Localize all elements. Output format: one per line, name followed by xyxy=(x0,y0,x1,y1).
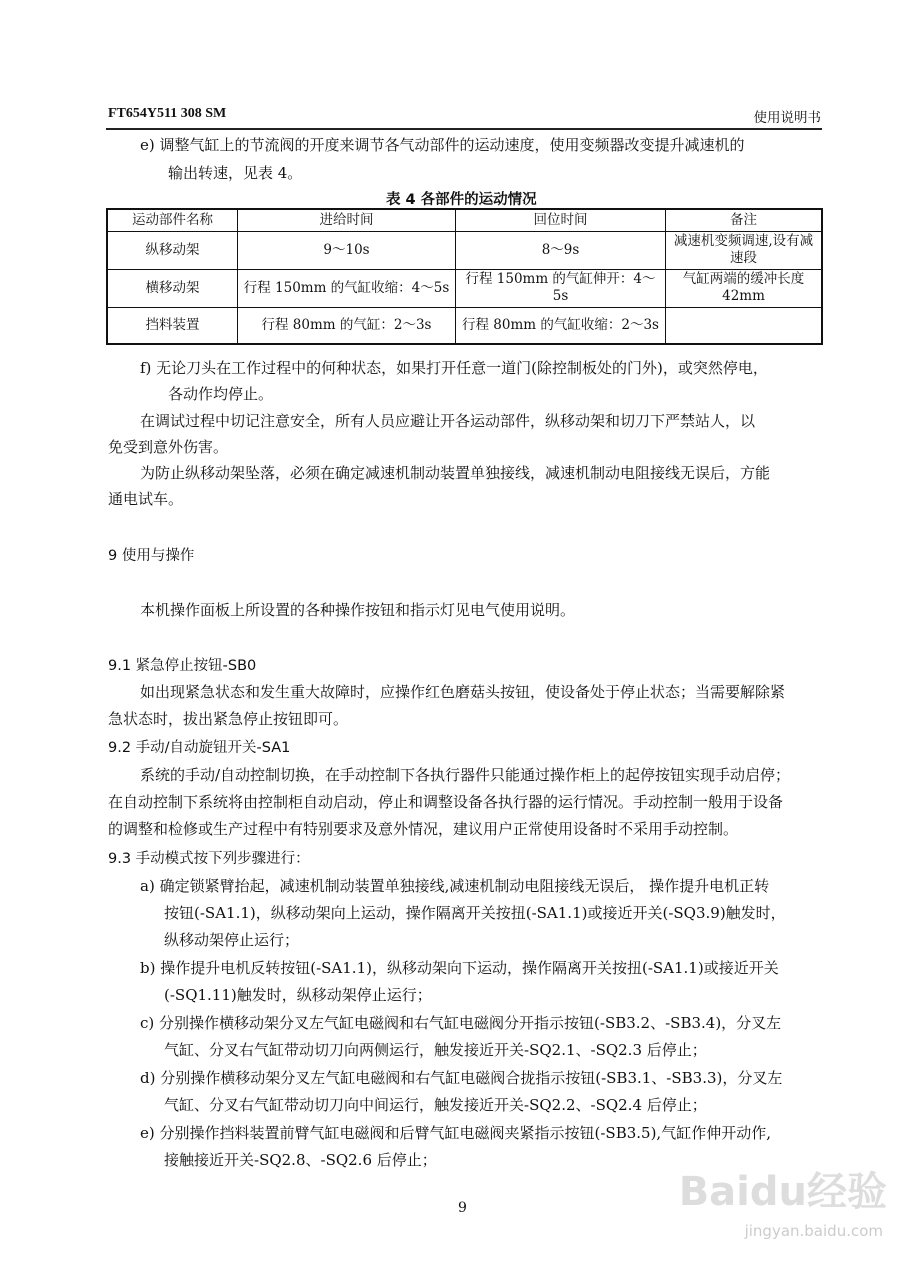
table-cell: 横移动架 xyxy=(107,269,238,307)
item-f-line: f) 无论刀头在工作过程中的何种状态，如果打开任意一道门(除控制板处的门外)，或突然停电， xyxy=(140,359,768,377)
table-title: 表 4 各部件的运动情况 xyxy=(386,192,537,208)
step-e-line: e) 分别操作挡料装置前臂气缸电磁阀和后臂气缸电磁阀夹紧指示按钮(-SB3.5),气缸作伸开动作, xyxy=(140,1124,771,1142)
section-9-intro: 本机操作面板上所设置的各种操作按钮和指示灯见电气使用说明。 xyxy=(140,601,576,619)
paragraph-line: 系统的手动/自动控制切换，在手动控制下各执行器件只能通过操作柜上的起停按钮实现手动启停； xyxy=(140,766,791,784)
baidu-watermark-url: jingyan.baidu.com xyxy=(744,1222,883,1240)
header-rule xyxy=(106,128,822,130)
table-header-row xyxy=(107,209,822,231)
table-cell: 气缸两端的缓冲长度 42mm xyxy=(666,269,823,307)
table-cell: 9～10s xyxy=(238,231,456,269)
table-row xyxy=(107,231,822,269)
page-number: 9 xyxy=(458,1200,467,1216)
step-d-line: 气缸、分叉右气缸带动切刀向中间运行，触发接近开关-SQ2.2、-SQ2.4 后停止； xyxy=(164,1096,707,1114)
table-cell: 纵移动架 xyxy=(107,231,238,269)
section-9-title: 9 使用与操作 xyxy=(108,548,195,564)
section-9-3-title: 9.3 手动模式按下列步骤进行： xyxy=(108,851,310,867)
doc-code: FT654Y511 308 SM xyxy=(108,106,227,121)
paragraph-line: 急状态时，拔出紧急停止按钮即可。 xyxy=(108,710,349,728)
paragraph-line: 如出现紧急状态和发生重大故障时，应操作红色磨菇头按钮，使设备处于停止状态；当需要解除紧 xyxy=(140,683,786,701)
item-e-line: 输出转速，见表 4。 xyxy=(168,164,303,182)
table-cell: 减速机变频调速,设有减速段 xyxy=(666,231,823,269)
step-d-line: d) 分别操作横移动架分叉左气缸电磁阀和右气缸电磁阀合拢指示按钮(-SB3.1、-SB3.3)，分叉左 xyxy=(140,1069,783,1087)
section-9-2-title: 9.2 手动/自动旋钮开关-SA1 xyxy=(108,740,291,756)
section-9-1-title: 9.1 紧急停止按钮-SB0 xyxy=(108,658,257,674)
paragraph-line: 为防止纵移动架坠落，必须在确定减速机制动装置单独接线，减速机制动电阻接线无误后，方能 xyxy=(140,464,771,482)
table-row xyxy=(107,307,822,344)
step-b-line: (-SQ1.11)触发时，纵移动架停止运行； xyxy=(164,986,432,1004)
table-cell xyxy=(666,307,823,344)
step-e-line: 接触接近开关-SQ2.8、-SQ2.6 后停止； xyxy=(164,1151,437,1169)
baidu-watermark-logo: Baidu经验 xyxy=(678,1169,887,1215)
step-c-line: 气缸、分叉右气缸带动切刀向两侧运行，触发接近开关-SQ2.1、-SQ2.3 后停止； xyxy=(164,1041,707,1059)
motion-table xyxy=(106,208,823,345)
item-f-line: 各动作均停止。 xyxy=(168,385,274,403)
table-header: 备注 xyxy=(666,209,823,231)
table-cell: 8～9s xyxy=(456,231,666,269)
step-c-line: c) 分别操作横移动架分叉左气缸电磁阀和右气缸电磁阀分开指示按钮(-SB3.2、-SB3.4)，分叉左 xyxy=(140,1014,782,1032)
step-a-line: a) 确定锁紧臂抬起，减速机制动装置单独接线,减速机制动电阻接线无误后， 操作提升电机正转 xyxy=(140,877,770,895)
table-cell: 行程 80mm 的气缸收缩：2～3s xyxy=(456,307,666,344)
paragraph-line: 在自动控制下系统将由控制柜自动启动，停止和调整设备各执行器的运行情况。手动控制一般用于设备 xyxy=(108,793,784,811)
paragraph-line: 通电试车。 xyxy=(108,490,184,508)
table-header: 回位时间 xyxy=(456,209,666,231)
paragraph-line: 的调整和检修或生产过程中有特别要求及意外情况，建议用户正常使用设备时不采用手动控制。 xyxy=(108,820,739,838)
step-b-line: b) 操作提升电机反转按钮(-SA1.1)，纵移动架向下运动，操作隔离开关按扭(-SA1.1)或接近开关 xyxy=(140,959,779,977)
table-cell: 行程 150mm 的气缸收缩：4～5s xyxy=(238,269,456,307)
table-cell: 行程 150mm 的气缸伸开：4～5s xyxy=(456,269,666,307)
table-row xyxy=(107,269,822,307)
paragraph-line: 在调试过程中切记注意安全，所有人员应避让开各运动部件，纵移动架和切刀下严禁站人，以 xyxy=(140,412,756,430)
table-cell: 行程 80mm 的气缸：2～3s xyxy=(238,307,456,344)
step-a-line: 纵移动架停止运行； xyxy=(164,931,300,949)
table-header: 运动部件名称 xyxy=(107,209,238,231)
paragraph-line: 免受到意外伤害。 xyxy=(108,438,229,456)
table-cell: 挡料装置 xyxy=(107,307,238,344)
step-a-line: 按钮(-SA1.1)，纵移动架向上运动，操作隔离开关按扭(-SA1.1)或接近开关(-SQ3.9)触发时， xyxy=(164,904,786,922)
table-header: 进给时间 xyxy=(238,209,456,231)
item-e-line: e) 调整气缸上的节流阀的开度来调节各气动部件的运动速度，使用变频器改变提升减速机的 xyxy=(140,136,745,154)
doc-type: 使用说明书 xyxy=(753,110,821,126)
